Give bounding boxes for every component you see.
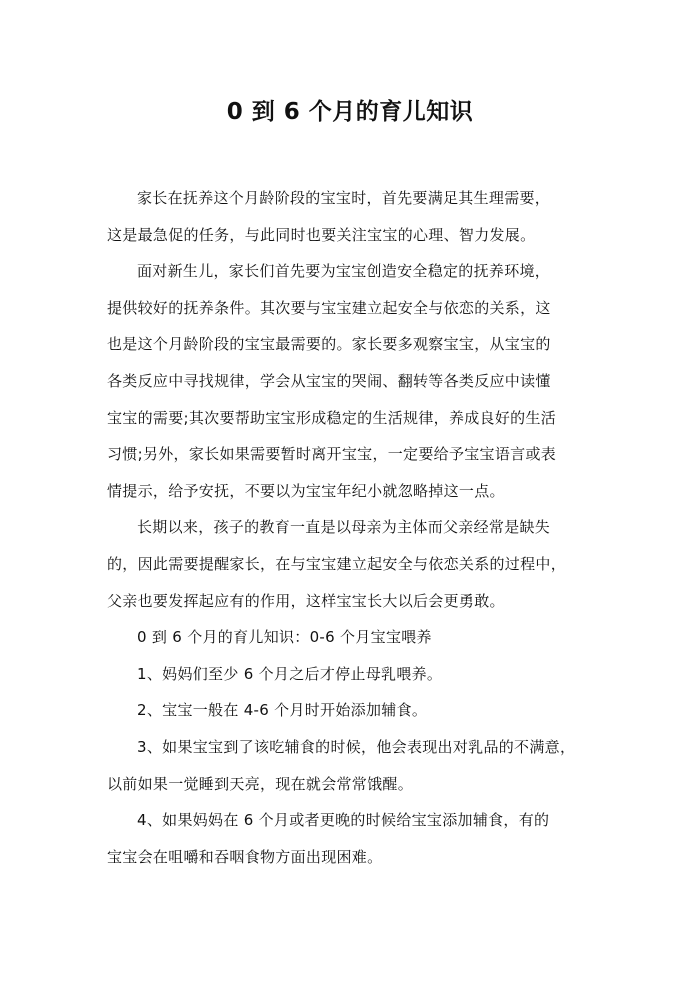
text-line: 1、妈妈们至少 6 个月之后才停止母乳喂养。 xyxy=(137,664,443,683)
text-line: 的，因此需要提醒家长，在与宝宝建立起安全与依恋关系的过程中， xyxy=(107,554,567,573)
text-line: 2、宝宝一般在 4-6 个月时开始添加辅食。 xyxy=(137,701,428,720)
text-line: 宝宝的需要;其次要帮助宝宝形成稳定的生活规律，养成良好的生活 xyxy=(107,408,557,427)
text-line: 这是最急促的任务，与此同时也要关注宝宝的心理、智力发展。 xyxy=(107,225,536,244)
text-line: 面对新生儿，家长们首先要为宝宝创造安全稳定的抚养环境， xyxy=(137,262,551,281)
text-line: 家长在抚养这个月龄阶段的宝宝时，首先要满足其生理需要， xyxy=(137,189,551,207)
text-line: 3、如果宝宝到了该吃辅食的时候，他会表现出对乳品的不满意， xyxy=(137,737,576,756)
text-line: 也是这个月龄阶段的宝宝最需要的。家长要多观察宝宝，从宝宝的 xyxy=(107,335,551,354)
text-line: 0 到 6 个月的育儿知识：0-6 个月宝宝喂养 xyxy=(137,628,432,647)
text-line: 各类反应中寻找规律，学会从宝宝的哭闹、翻转等各类反应中读懂 xyxy=(107,371,551,390)
text-line: 宝宝会在咀嚼和吞咽食物方面出现困难。 xyxy=(107,847,383,866)
text-line: 以前如果一觉睡到天亮，现在就会常常饿醒。 xyxy=(107,774,414,793)
document-body xyxy=(107,180,599,875)
text-line: 情提示，给予安抚，不要以为宝宝年纪小就忽略掉这一点。 xyxy=(107,481,505,500)
text-line: 4、如果妈妈在 6 个月或者更晚的时候给宝宝添加辅食，有的 xyxy=(137,811,550,830)
document-title: 0 到 6 个月的育儿知识 xyxy=(226,99,474,125)
text-line: 长期以来，孩子的教育一直是以母亲为主体而父亲经常是缺失 xyxy=(137,518,551,537)
text-line: 父亲也要发挥起应有的作用，这样宝宝长大以后会更勇敢。 xyxy=(107,591,505,610)
text-line: 习惯;另外，家长如果需要暂时离开宝宝，一定要给予宝宝语言或表 xyxy=(107,445,557,464)
text-line: 提供较好的抚养条件。其次要与宝宝建立起安全与依恋的关系，这 xyxy=(107,298,551,317)
